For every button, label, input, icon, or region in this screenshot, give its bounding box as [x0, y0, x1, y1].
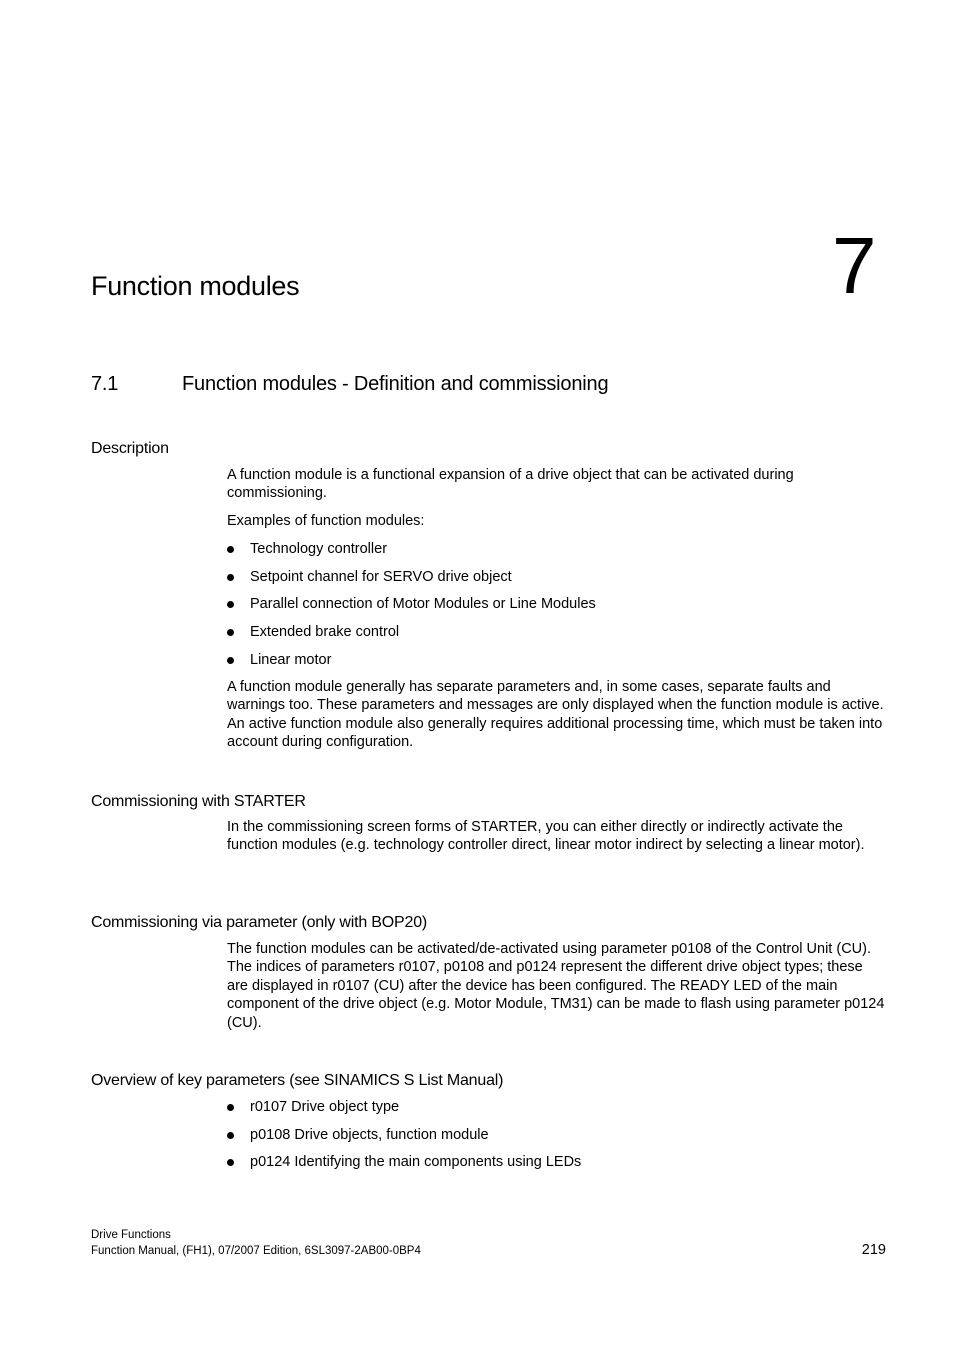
bullet-icon: [227, 1159, 234, 1166]
bullet-icon: [227, 629, 234, 636]
bullet-icon: [227, 601, 234, 608]
parameter-paragraph: The function modules can be activated/de-activated using parameter p0108 of the Control Unit (CU). The indices of parameters r0107, p0108 and p0124 represent the different drive object types; these are displayed in r0107 (CU) after the device has been configured. The READY LED of the main component of the drive object (e.g. Motor Module, TM31) can be made to flash using parameter p0124 (CU).: [227, 941, 885, 1031]
section-heading: [91, 372, 608, 396]
description-paragraph-3: A function module generally has separate parameters and, in some cases, separate faults and warnings too. These parameters and messages are only displayed when the function module is active. An active function module also generally requires additional processing time, which must be taken into account during configuration.: [227, 679, 884, 751]
chapter-number: 7: [832, 221, 877, 310]
examples-list: [227, 540, 596, 678]
overview-list: [227, 1098, 581, 1181]
bullet-icon: [227, 1132, 234, 1139]
list-item: Setpoint channel for SERVO drive object: [227, 568, 596, 596]
bullet-icon: [227, 546, 234, 553]
list-item: r0107 Drive object type: [227, 1098, 581, 1126]
section-title: Function modules - Definition and commissioning: [182, 373, 609, 395]
footer-line-1: Drive Functions: [91, 1229, 171, 1241]
description-paragraph-2: Examples of function modules:: [227, 513, 425, 529]
bullet-icon: [227, 574, 234, 581]
list-item: Linear motor: [227, 651, 596, 679]
starter-paragraph: In the commissioning screen forms of STARTER, you can either directly or indirectly activate the function modules (e.g. technology controller direct, linear motor indirect by selecting a linear motor).: [227, 819, 865, 854]
bullet-icon: [227, 657, 234, 664]
list-item: p0124 Identifying the main components using LEDs: [227, 1153, 581, 1181]
list-item: p0108 Drive objects, function module: [227, 1126, 581, 1154]
footer-text: [91, 1227, 421, 1259]
list-item: Extended brake control: [227, 623, 596, 651]
page-number: 219: [861, 1242, 886, 1258]
starter-heading: Commissioning with STARTER: [91, 793, 306, 810]
bullet-icon: [227, 1104, 234, 1111]
list-item: Technology controller: [227, 540, 596, 568]
chapter-title: Function modules: [91, 271, 300, 301]
section-number: 7.1: [91, 373, 119, 395]
description-heading: Description: [91, 440, 169, 457]
footer-line-2: Function Manual, (FH1), 07/2007 Edition, 6SL3097-2AB00-0BP4: [91, 1245, 421, 1257]
overview-heading: Overview of key parameters (see SINAMICS S List Manual): [91, 1072, 504, 1089]
description-paragraph-1: A function module is a functional expansion of a drive object that can be activated during commissioning.: [227, 467, 794, 502]
parameter-heading: Commissioning via parameter (only with BOP20): [91, 914, 428, 931]
list-item: Parallel connection of Motor Modules or Line Modules: [227, 595, 596, 623]
